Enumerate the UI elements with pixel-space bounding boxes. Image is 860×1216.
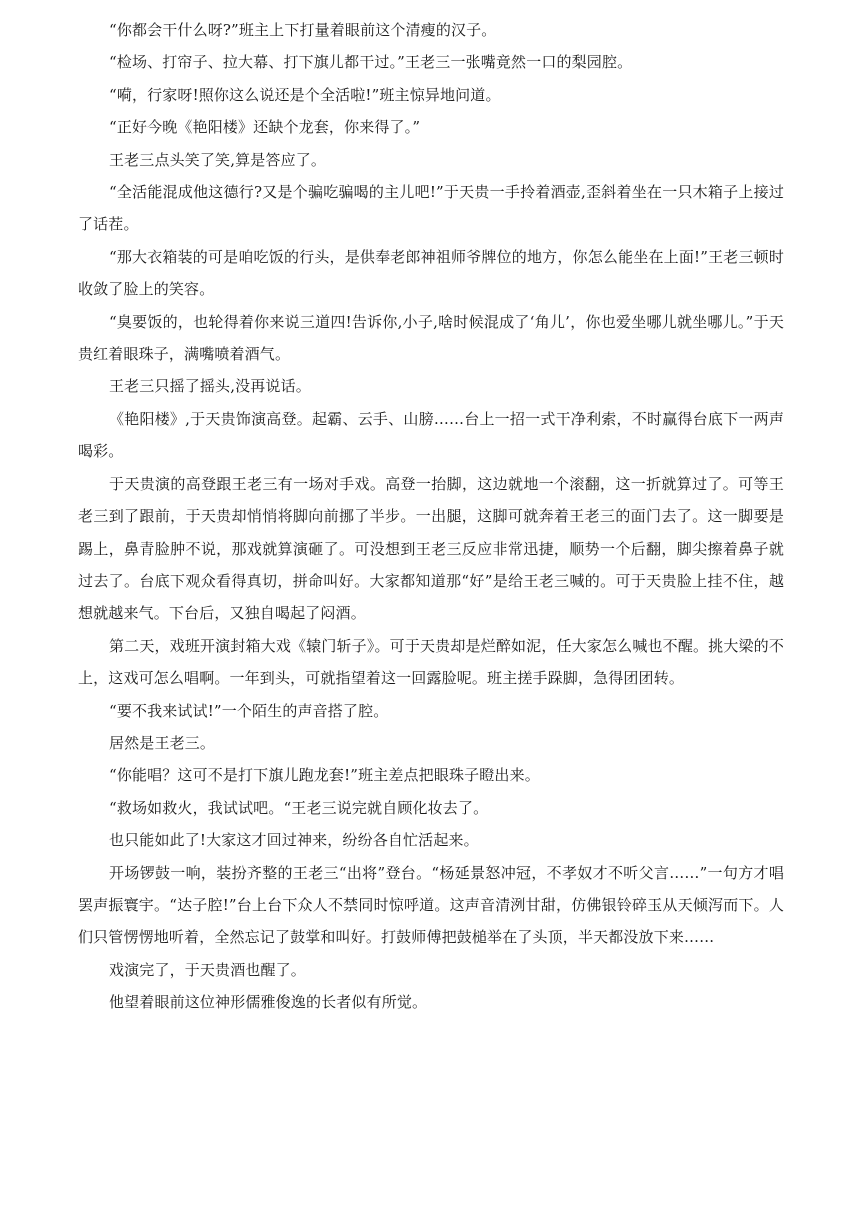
paragraph: “全活能混成他这德行?又是个骗吃骗喝的主儿吧!”于天贵一手拎着酒壶,歪斜着坐在一只木箱子上接过了话茬。: [78, 183, 784, 234]
paragraph: 第二天，戏班开演封箱大戏《辕门斩子》。可于天贵却是烂醉如泥，任大家怎么喊也不醒。挑大梁的不上，这戏可怎么唱啊。一年到头，可就指望着这一回露脸呢。班主搓手跺脚，急得团团转。: [78, 636, 784, 688]
paragraph: “你都会干什么呀?”班主上下打量着眼前这个清瘦的汉子。: [109, 21, 497, 39]
paragraph: “救场如救火，我试试吧。“王老三说完就自顾化妆去了。: [109, 798, 489, 817]
paragraph: 戏演完了，于天贵酒也醒了。: [109, 960, 306, 979]
paragraph: 《艳阳楼》,于天贵饰演高登。起霸、云手、山膀……台上一招一式干净利索，不时赢得台底下一两声喝彩。: [78, 409, 784, 461]
paragraph: 也只能如此了!大家这才回过神来，纷纷各自忙活起来。: [109, 831, 479, 850]
story-text: [78, 14, 784, 1019]
paragraph: “臭要饭的，也轮得着你来说三道四!告诉你,小子,啥时候混成了‘角儿’，你也爱坐哪儿就坐哪儿。”于天贵红着眼珠子，满嘴喷着酒气。: [78, 312, 784, 364]
paragraph: 居然是王老三。: [109, 733, 216, 752]
paragraph: 王老三点头笑了笑,算是答应了。: [109, 150, 327, 169]
paragraph: 他望着眼前这位神形儒雅俊逸的长者似有所觉。: [109, 993, 428, 1012]
paragraph: “检场、打帘子、拉大幕、打下旗儿都干过。”王老三一张嘴竟然一口的梨园腔。: [109, 53, 633, 72]
paragraph: 开场锣鼓一响，装扮齐整的王老三“出将”登台。“杨延景怒冲冠，不孝奴才不听父言……”一句方才唱罢声振寰宇。“达子腔!”台上台下众人不禁同时惊呼道。这声音清洌甘甜，仿佛银铃碎玉从天倾泻而下。人们只管愣愣地听着，全然忘记了鼓掌和叫好。打鼓师傅把鼓槌举在了头顶，半天都没放下来……: [78, 863, 784, 947]
paragraph: “你能唱？这可不是打下旗儿跑龙套!”班主差点把眼珠子瞪出来。: [109, 766, 540, 785]
paragraph: 王老三只摇了摇头,没再说话。: [109, 377, 311, 396]
paragraph: “正好今晚《艳阳楼》还缺个龙套，你来得了。”: [109, 118, 421, 137]
paragraph: 于天贵演的高登跟王老三有一场对手戏。高登一抬脚，这边就地一个滚翻，这一折就算过了。可等王老三到了跟前，于天贵却悄悄将脚向前挪了半步。一出腿，这脚可就奔着王老三的面门去了。这一脚要是踢上，鼻青脸肿不说，那戏就算演砸了。可没想到王老三反应非常迅捷，顺势一个后翻，脚尖擦着鼻子就过去了。台底下观众看得真切，拼命叫好。大家都知道那“好”是给王老三喊的。可于天贵脸上挂不住，越想就越来气。下台后，又独自喝起了闷酒。: [78, 474, 784, 623]
paragraph: “那大衣箱装的可是咱吃饭的行头，是供奉老郎神祖师爷牌位的地方，你怎么能坐在上面!”王老三顿时收敛了脸上的笑容。: [78, 247, 784, 299]
paragraph: “嗬，行家呀!照你这么说还是个全活啦!”班主惊异地问道。: [109, 85, 501, 104]
paragraph: “要不我来试试!”一个陌生的声音搭了腔。: [109, 701, 389, 720]
